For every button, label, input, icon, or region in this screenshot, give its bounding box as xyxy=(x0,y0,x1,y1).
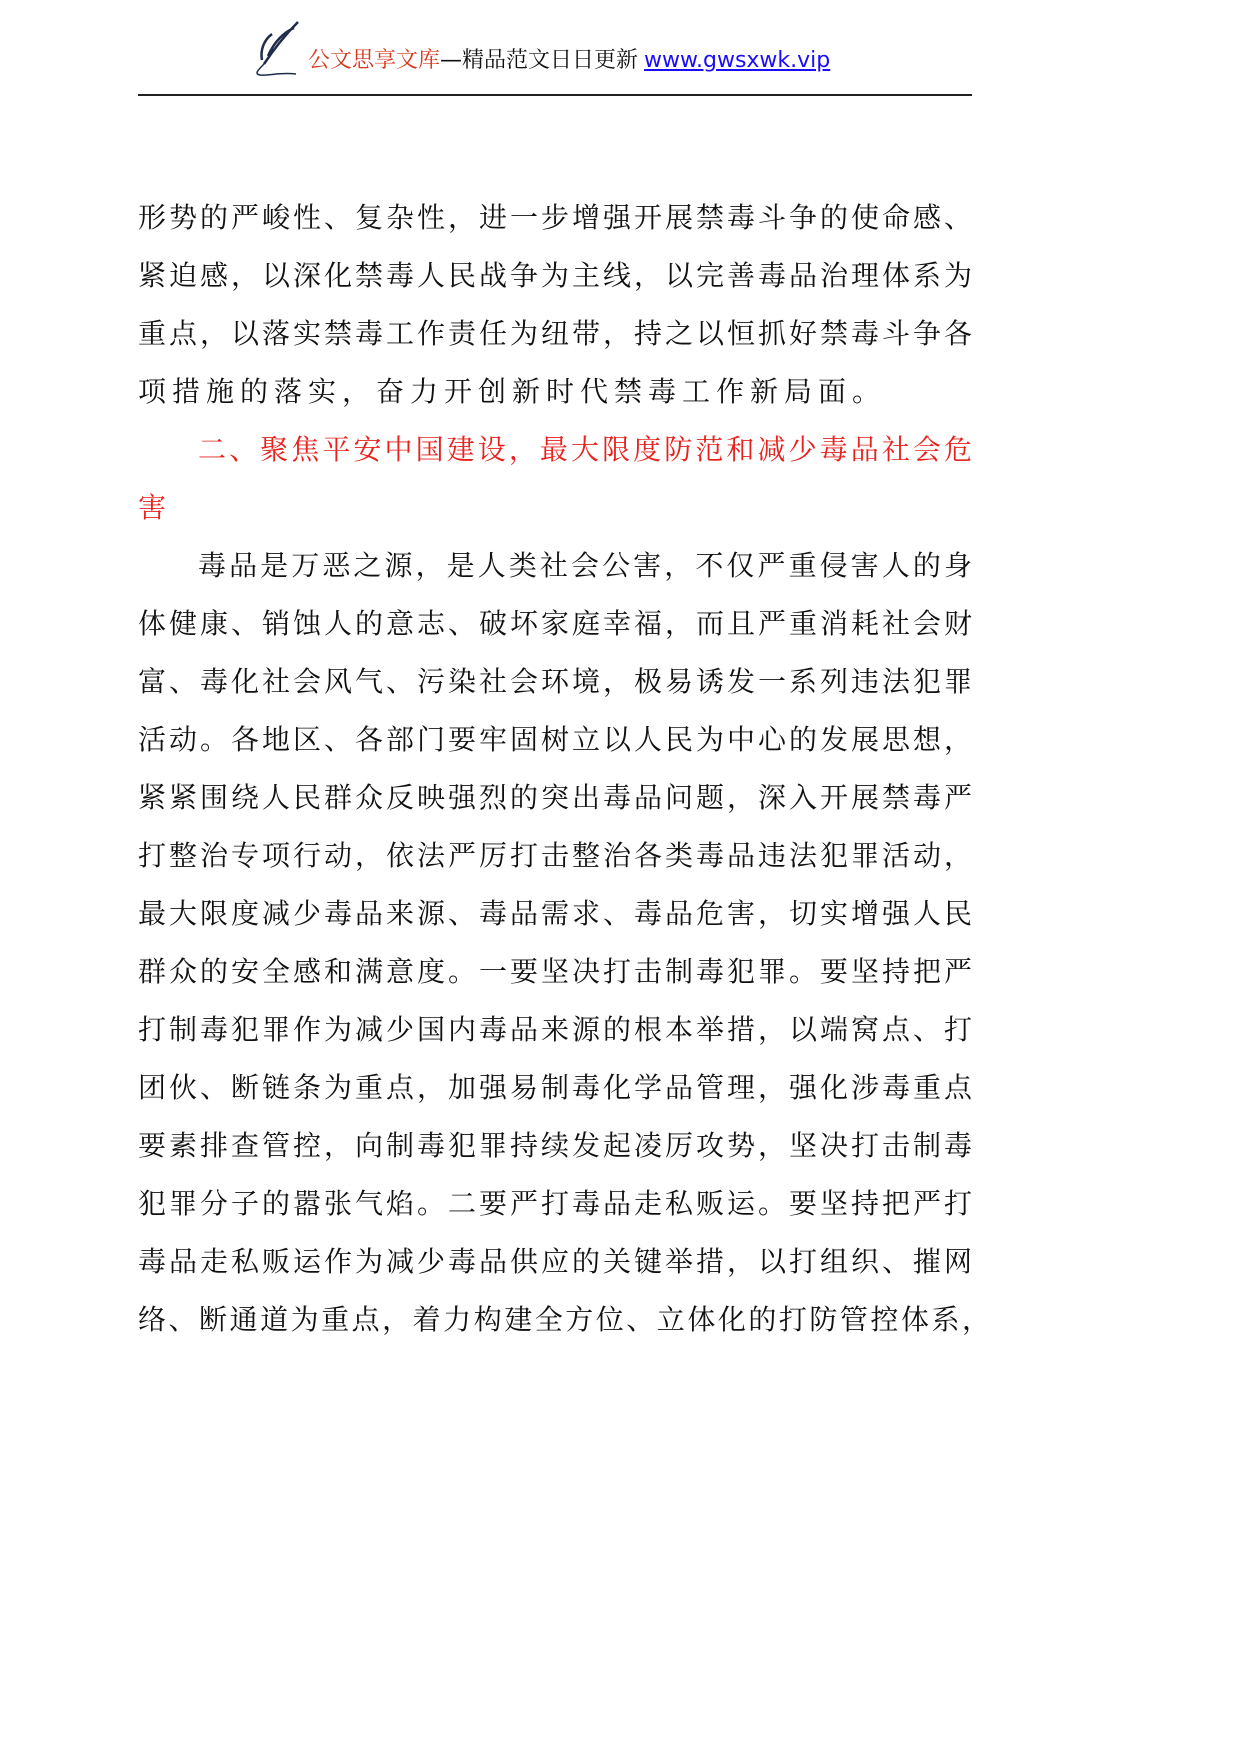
body-line: 犯罪分子的嚣张气焰。二要严打毒品走私贩运。要坚持把严打 xyxy=(138,1187,972,1220)
body-line: 打制毒犯罪作为减少国内毒品来源的根本举措，以端窝点、打 xyxy=(138,1013,972,1046)
body-line: 形势的严峻性、复杂性，进一步增强开展禁毒斗争的使命感、 xyxy=(138,201,972,234)
site-url-link[interactable]: www.gwsxwk.vip xyxy=(644,48,831,73)
section-heading-cont: 害 xyxy=(138,491,173,524)
header-divider xyxy=(138,94,972,96)
body-line: 打整治专项行动，依法严厉打击整治各类毒品违法犯罪活动， xyxy=(138,839,972,872)
section-heading: 二、聚焦平安中国建设，最大限度防范和减少毒品社会危 xyxy=(198,433,972,466)
site-brand: 公文思享文库 xyxy=(308,48,441,73)
body-line: 活动。各地区、各部门要牢固树立以人民为中心的发展思想， xyxy=(138,723,972,756)
body-line: 群众的安全感和满意度。一要坚决打击制毒犯罪。要坚持把严 xyxy=(138,955,972,988)
body-line: 项措施的落实，奋力开创新时代禁毒工作新局面。 xyxy=(138,375,887,408)
body-line: 最大限度减少毒品来源、毒品需求、毒品危害，切实增强人民 xyxy=(138,897,972,930)
page-header xyxy=(250,14,830,78)
body-line: 体健康、销蚀人的意志、破坏家庭幸福，而且严重消耗社会财 xyxy=(138,607,972,640)
body-line: 团伙、断链条为重点，加强易制毒化学品管理，强化涉毒重点 xyxy=(138,1071,972,1104)
body-line: 毒品是万恶之源，是人类社会公害，不仅严重侵害人的身 xyxy=(198,549,972,582)
quill-pen-icon xyxy=(250,20,302,78)
body-line: 富、毒化社会风气、污染社会环境，极易诱发一系列违法犯罪 xyxy=(138,665,972,698)
body-line: 要素排查管控，向制毒犯罪持续发起凌厉攻势，坚决打击制毒 xyxy=(138,1129,972,1162)
body-line: 紧迫感，以深化禁毒人民战争为主线，以完善毒品治理体系为 xyxy=(138,259,972,292)
site-slogan: —精品范文日日更新 xyxy=(440,48,639,73)
body-line: 络、断通道为重点，着力构建全方位、立体化的打防管控体系， xyxy=(138,1303,990,1336)
body-line: 紧紧围绕人民群众反映强烈的突出毒品问题，深入开展禁毒严 xyxy=(138,781,972,814)
body-line: 重点，以落实禁毒工作责任为纽带，持之以恒抓好禁毒斗争各 xyxy=(138,317,972,350)
body-line: 毒品走私贩运作为减少毒品供应的关键举措，以打组织、摧网 xyxy=(138,1245,972,1278)
